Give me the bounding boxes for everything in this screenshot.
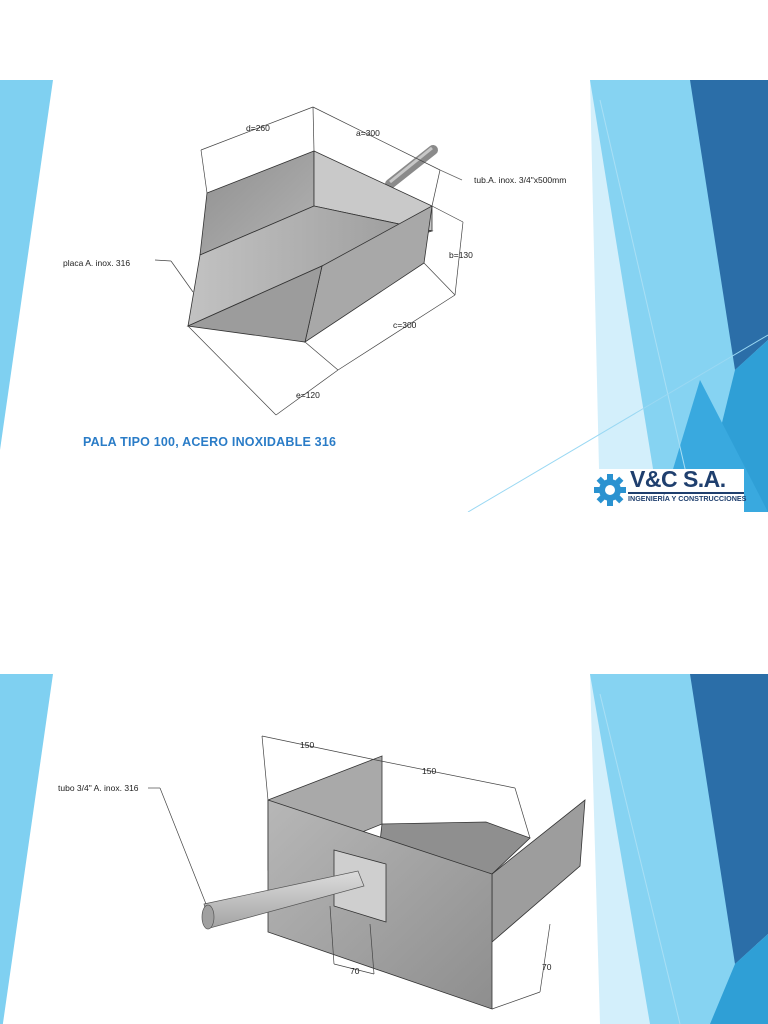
company-logo	[590, 466, 747, 512]
logo-name: V&C S.A.	[630, 466, 726, 492]
dim-label-e: e=120	[296, 390, 320, 400]
dim-label-a: a=300	[356, 128, 380, 138]
slide-2	[0, 674, 768, 1024]
logo-subtitle: INGENIERÍA Y CONSTRUCCIONES	[628, 494, 747, 503]
handle-tube	[390, 150, 433, 184]
tube-end	[202, 905, 214, 929]
dim-label-right: 150	[422, 766, 437, 776]
dim-label-d: d=260	[246, 123, 270, 133]
tube-label: tubo 3/4" A. inox. 316	[58, 783, 139, 793]
dim-label-left: 150	[300, 740, 315, 750]
tube-label: tub.A. inox. 3/4"x500mm	[474, 175, 567, 185]
shovel-drawing-2	[0, 674, 768, 1024]
slide-1	[0, 80, 768, 512]
gear-icon	[592, 472, 628, 508]
dim-label-c: c=300	[393, 320, 417, 330]
plate-label: placa A. inox. 316	[63, 258, 131, 268]
dim-label-bottom: 70	[350, 966, 360, 976]
dim-label-side: 70	[542, 962, 552, 972]
dim-label-b: b=130	[449, 250, 473, 260]
right-side-wall	[492, 800, 585, 942]
handle-highlight	[390, 148, 432, 182]
slide-caption: PALA TIPO 100, ACERO INOXIDABLE 316	[83, 435, 337, 449]
